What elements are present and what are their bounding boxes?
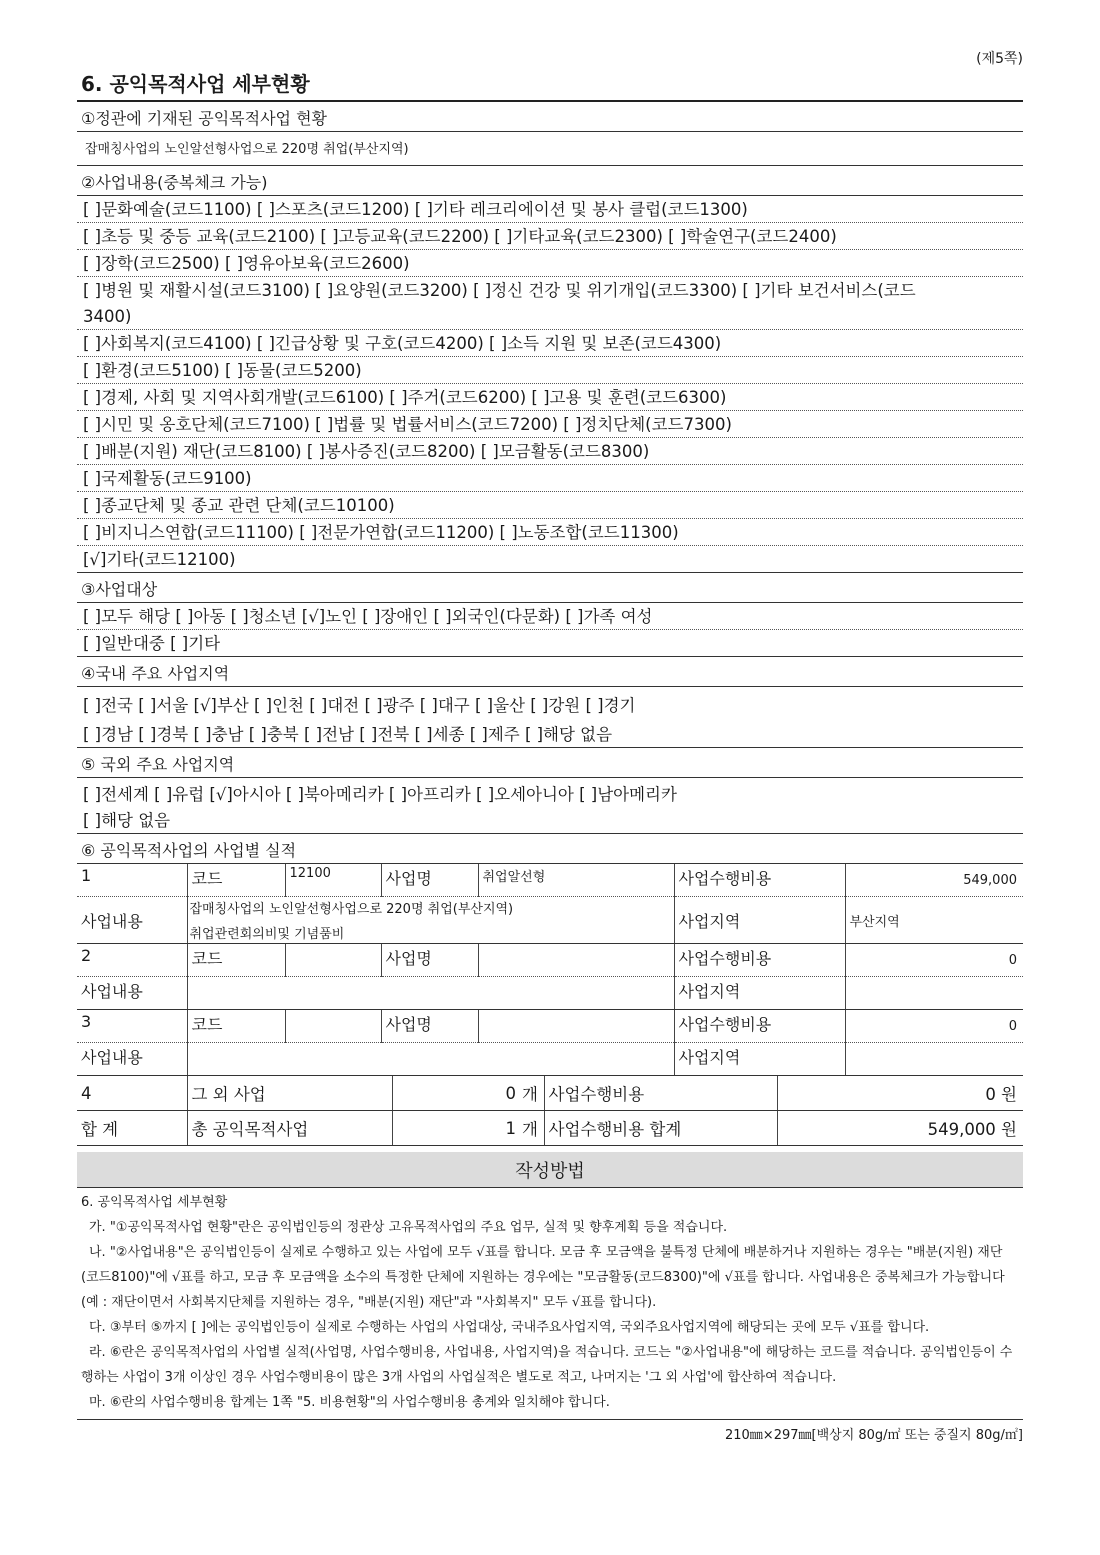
content-value [187,1043,674,1076]
cost-value: 0 [845,1010,1023,1043]
code-label: 코드 [187,944,285,977]
performance-table [77,864,1023,1076]
business-line: [ ]시민 및 옹호단체(코드7100) [ ]법률 및 법률서비스(코드7200) [ ]정치단체(코드7300) [77,411,1023,438]
content-line: 잡매칭사업의 노인알선형사업으로 220명 취업(부산지역) [189,902,514,917]
business-line: [ ]장학(코드2500) [ ]영유아보육(코드2600) [77,250,1023,277]
total-no: 합 계 [77,1111,187,1146]
section1-heading: ①정관에 기재된 공익목적사업 현황 [77,102,1023,132]
content-label: 사업내용 [77,1043,187,1076]
instructions-heading: 작성방법 [77,1152,1023,1188]
section5-heading: ⑤ 국외 주요 사업지역 [77,748,1023,778]
content-label: 사업내용 [77,977,187,1010]
summary-table [77,1076,1023,1146]
name-label: 사업명 [381,1010,478,1043]
row-no: 3 [77,1010,187,1043]
form-page [77,48,1023,1443]
overseas-region-line: [ ]전세계 [ ]유럽 [√]아시아 [ ]북아메리카 [ ]아프리카 [ ]오세아니아 [ ]남아메리카 [83,785,677,804]
business-line: 3400) [77,303,1023,330]
cost-label: 사업수행비용 [674,944,845,977]
target-line: [ ]일반대중 [ ]기타 [77,630,1023,657]
cost-value: 0 [845,944,1023,977]
other-count: 0 [392,1076,522,1111]
business-line: [ ]초등 및 중등 교육(코드2100) [ ]고등교육(코드2200) [ ]기타교육(코드2300) [ ]학술연구(코드2400) [77,223,1023,250]
business-line: [ ]비지니스연합(코드11100) [ ]전문가연합(코드11200) [ ]노동조합(코드11300) [77,519,1023,546]
cost-label: 사업수행비용 [674,1010,845,1043]
name-label: 사업명 [381,944,478,977]
code-label: 코드 [187,864,285,897]
business-line: [ ]경제, 사회 및 지역사회개발(코드6100) [ ]주거(코드6200) [ ]고용 및 훈련(코드6300) [77,384,1023,411]
other-label: 그 외 사업 [187,1076,392,1111]
instruction-paragraph: 라. ⑥란은 공익목적사업의 사업별 실적(사업명, 사업수행비용, 사업내용, 사업지역)을 적습니다. 코드는 "②사업내용"에 해당하는 코드를 적습니다. 공익법인등이 수행하는 사업이 3개 이상인 경우 사업수행비용이 많은 3개 사업의 사업실적은 별도로 적고, 나머지는 '그 외 사업'에 합산하여 적습니다. [81,1345,1013,1385]
cost-label: 사업수행비용 [674,864,845,897]
target-line: [ ]모두 해당 [ ]아동 [ ]청소년 [√]노인 [ ]장애인 [ ]외국인(다문화) [ ]가족 여성 [77,603,1023,630]
business-line: [ ]국제활동(코드9100) [77,465,1023,492]
name-value [478,1010,674,1043]
instructions-title: 6. 공익목적사업 세부현황 [81,1195,228,1210]
code-value [285,1010,381,1043]
content-value [187,897,674,944]
overseas-region-line: [ ]해당 없음 [77,807,1023,834]
form-title: 6. 공익목적사업 세부현황 [77,68,1023,102]
row-no: 2 [77,944,187,977]
business-line: [ ]종교단체 및 종교 관련 단체(코드10100) [77,492,1023,519]
total-count: 1 [392,1111,522,1146]
other-unit: 개 [522,1076,544,1111]
instruction-paragraph: 마. ⑥란의 사업수행비용 합계는 1쪽 "5. 비용현황"의 사업수행비용 총계와 일치해야 합니다. [89,1395,610,1410]
region-label: 사업지역 [674,1043,845,1076]
other-cost: 0 원 [777,1076,1023,1111]
code-label: 코드 [187,1010,285,1043]
name-value: 취업알선형 [478,864,674,897]
code-value [285,944,381,977]
instruction-paragraph: 나. "②사업내용"은 공익법인등이 실제로 수행하고 있는 사업에 모두 √표를 합니다. 모금 후 모금액을 불특정 단체에 배분하거나 지원하는 경우는 "배분(지원) 재단(코드8100)"에 √표를 하고, 모금 후 모금액을 소수의 특정한 단체에 지원하는 경우에는 "모금활동(코드8300)"에 √표를 합니다. 사업내용은 중복체크가 가능합니다(예 : 재단이면서 사회복지단체를 지원하는 경우, "배분(지원) 재단"과 "사회복지" 모두 √표를 합니다). [81,1245,1005,1310]
section3-heading: ③사업대상 [77,573,1023,603]
other-cost-label: 사업수행비용 [544,1076,777,1111]
page-number: (제5쪽) [976,51,1023,67]
region-value [845,1043,1023,1076]
business-line: [ ]사회복지(코드4100) [ ]긴급상황 및 구호(코드4200) [ ]소득 지원 및 보존(코드4300) [77,330,1023,357]
row-no: 1 [77,864,187,897]
instructions [77,1188,1023,1417]
total-label: 총 공익목적사업 [187,1111,392,1146]
content-line: 취업관련회의비및 기념품비 [189,927,345,942]
section2-heading: ②사업내용(중복체크 가능) [77,166,1023,196]
name-label: 사업명 [381,864,478,897]
business-line: [ ]문화예술(코드1100) [ ]스포츠(코드1200) [ ]기타 레크리에이션 및 봉사 클럽(코드1300) [77,196,1023,223]
region-value [845,977,1023,1010]
instruction-paragraph: 다. ③부터 ⑤까지 [ ]에는 공익법인등이 실제로 수행하는 사업의 사업대상, 국내주요사업지역, 국외주요사업지역에 해당되는 곳에 모두 √표를 합니다. [89,1320,930,1335]
total-unit: 개 [522,1111,544,1146]
section1-content: 잡매칭사업의 노인알선형사업으로 220명 취업(부산지역) [77,132,1023,166]
region-value: 부산지역 [845,897,1023,944]
business-line: [ ]병원 및 재활시설(코드3100) [ ]요양원(코드3200) [ ]정신 건강 및 위기개입(코드3300) [ ]기타 보건서비스(코드 [83,281,916,300]
business-line: [ ]배분(지원) 재단(코드8100) [ ]봉사증진(코드8200) [ ]모금활동(코드8300) [77,438,1023,465]
other-no: 4 [77,1076,187,1111]
domestic-region-line: [ ]전국 [ ]서울 [√]부산 [ ]인천 [ ]대전 [ ]광주 [ ]대구 [ ]울산 [ ]강원 [ ]경기 [83,696,636,715]
content-value [187,977,674,1010]
business-line: [√]기타(코드12100) [77,546,1023,573]
domestic-region-line: [ ]경남 [ ]경북 [ ]충남 [ ]충북 [ ]전남 [ ]전북 [ ]세종 [ ]제주 [ ]해당 없음 [77,718,1023,748]
code-value: 12100 [285,864,381,897]
section4-heading: ④국내 주요 사업지역 [77,657,1023,687]
total-cost-label: 사업수행비용 합계 [544,1111,777,1146]
instruction-paragraph: 가. "①공익목적사업 현황"란은 공익법인등의 정관상 고유목적사업의 주요 업무, 실적 및 향후계획 등을 적습니다. [89,1220,728,1235]
cost-value: 549,000 [845,864,1023,897]
business-line: [ ]환경(코드5100) [ ]동물(코드5200) [77,357,1023,384]
total-cost: 549,000 원 [777,1111,1023,1146]
content-label: 사업내용 [77,897,187,944]
paper-spec: 210㎜×297㎜[백상지 80g/㎡ 또는 중질지 80g/㎡] [77,1419,1023,1443]
region-label: 사업지역 [674,897,845,944]
section6-heading: ⑥ 공익목적사업의 사업별 실적 [77,834,1023,864]
region-label: 사업지역 [674,977,845,1010]
name-value [478,944,674,977]
